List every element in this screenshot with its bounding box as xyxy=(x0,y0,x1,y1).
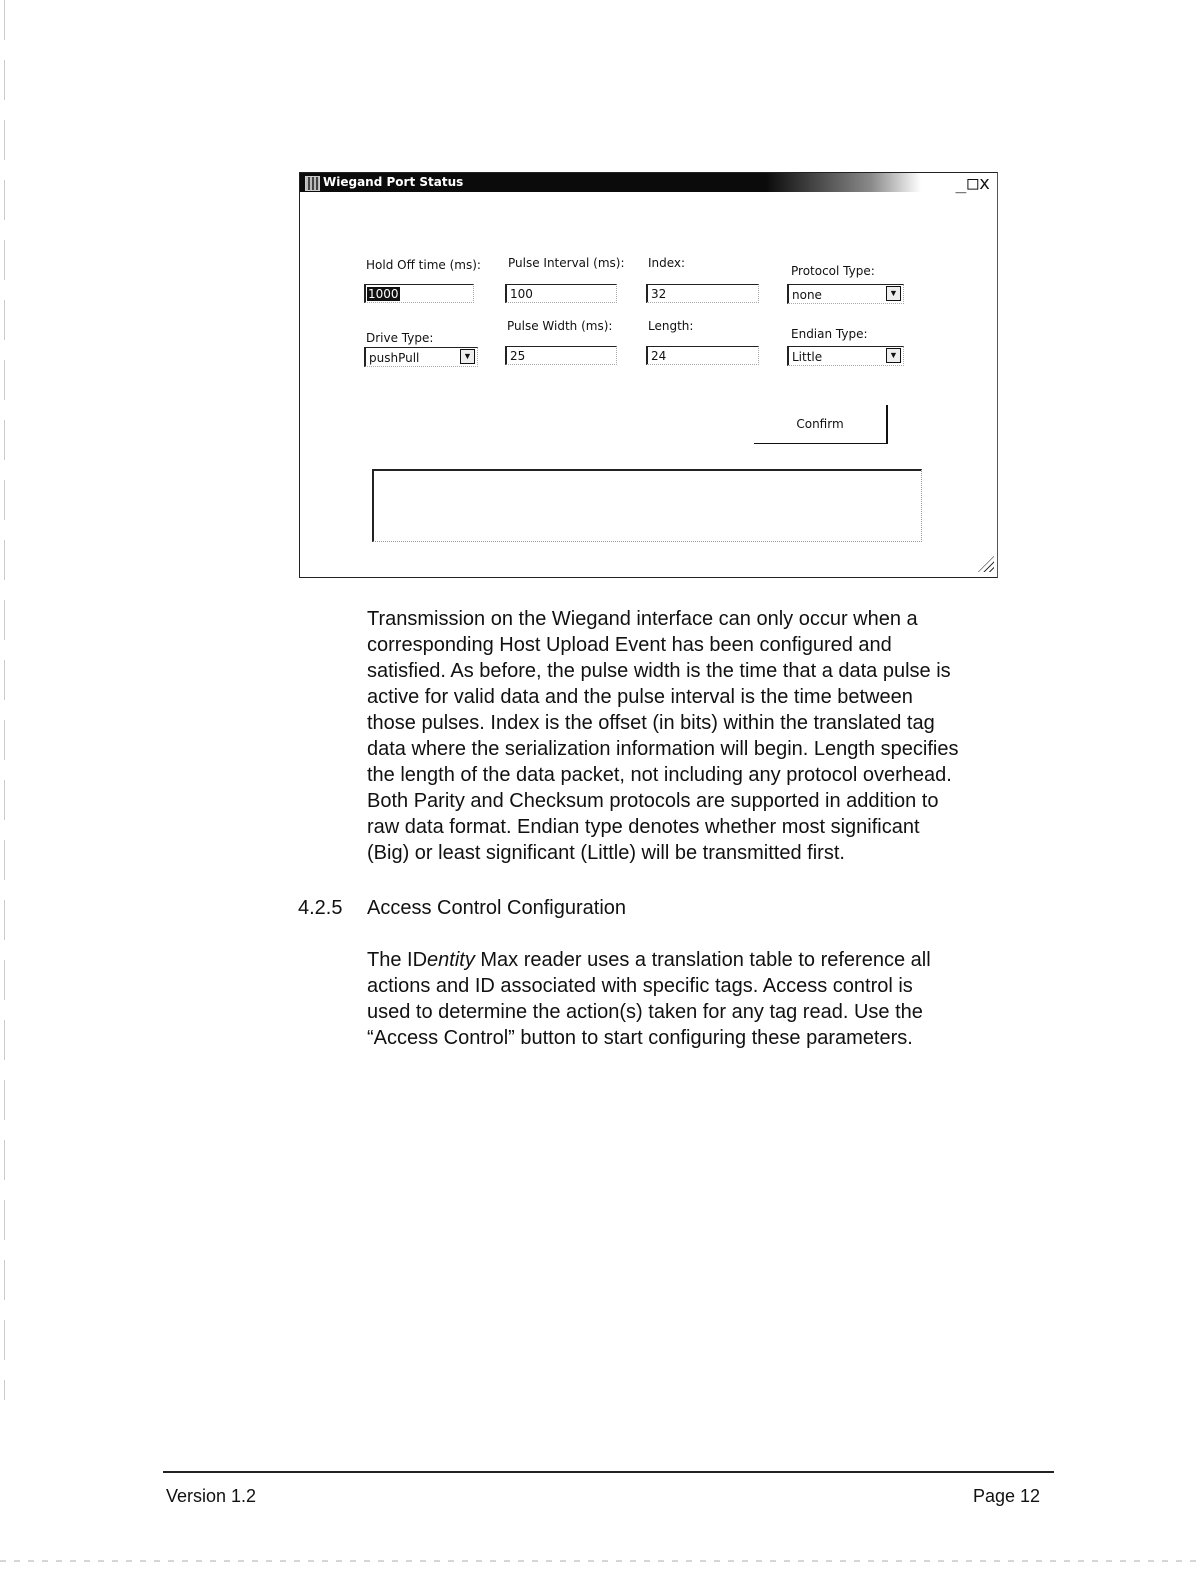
text-line: (Big) or least significant (Little) will be transmitted first. xyxy=(367,842,845,864)
section-number: 4.2.5 xyxy=(298,897,343,919)
text-line: used to determine the action(s) taken for any tag read. Use the xyxy=(367,1001,923,1023)
maximize-icon[interactable]: □ xyxy=(967,173,980,194)
drive-type-label: Drive Type: xyxy=(366,331,434,345)
protocol-type-select[interactable]: none ▼ xyxy=(787,284,904,304)
scan-edge-artifact xyxy=(4,0,5,1400)
pulse-width-label: Pulse Width (ms): xyxy=(507,319,613,333)
footer-version: Version 1.2 xyxy=(166,1486,257,1506)
endian-type-label: Endian Type: xyxy=(791,327,868,341)
text-line: Transmission on the Wiegand interface can only occur when a xyxy=(367,608,918,630)
wiegand-description-paragraph xyxy=(367,606,1057,866)
footer-divider xyxy=(163,1471,1054,1473)
footer-page-number: Page 12 xyxy=(973,1486,1041,1506)
index-input[interactable]: 32 xyxy=(646,284,759,303)
text-line: The IDentity Max reader uses a translation table to reference all xyxy=(367,949,931,971)
chevron-down-icon[interactable]: ▼ xyxy=(886,348,901,363)
app-icon xyxy=(305,176,320,191)
text-line: the length of the data packet, not including any protocol overhead. xyxy=(367,764,952,786)
section-heading xyxy=(298,895,626,921)
text-line: active for valid data and the pulse interval is the time between xyxy=(367,686,913,708)
chevron-down-icon[interactable]: ▼ xyxy=(886,286,901,301)
text-line: satisfied. As before, the pulse width is the time that a data pulse is xyxy=(367,660,951,682)
confirm-button[interactable]: Confirm xyxy=(754,405,888,444)
minimize-icon[interactable]: _ xyxy=(955,173,968,194)
title-bar[interactable] xyxy=(300,173,921,192)
access-control-paragraph xyxy=(367,947,1057,1051)
length-input[interactable]: 24 xyxy=(646,346,759,365)
text-line: Both Parity and Checksum protocols are supported in addition to xyxy=(367,790,939,812)
close-icon[interactable]: x xyxy=(979,173,991,194)
text-line: raw data format. Endian type denotes whether most significant xyxy=(367,816,920,838)
window-controls xyxy=(955,173,991,194)
text-line: actions and ID associated with specific tags. Access control is xyxy=(367,975,913,997)
drive-type-select[interactable]: pushPull ▼ xyxy=(364,347,478,367)
endian-type-select[interactable]: Little ▼ xyxy=(787,346,904,366)
status-output-area[interactable] xyxy=(372,469,922,542)
window-title: Wiegand Port Status xyxy=(323,175,464,189)
pulse-width-input[interactable]: 25 xyxy=(505,346,617,365)
hold-off-time-input[interactable]: 1000 xyxy=(364,284,474,303)
pulse-interval-label: Pulse Interval (ms): xyxy=(508,256,625,270)
section-title: Access Control Configuration xyxy=(367,897,627,919)
text-line: corresponding Host Upload Event has been configured and xyxy=(367,634,892,656)
text-line: data where the serialization information will begin. Length specifies xyxy=(367,738,959,760)
text-line: “Access Control” button to start configuring these parameters. xyxy=(367,1027,913,1049)
text-line: those pulses. Index is the offset (in bits) within the translated tag xyxy=(367,712,935,734)
hold-off-time-label: Hold Off time (ms): xyxy=(366,258,481,272)
scan-noise-artifact xyxy=(0,1560,1204,1562)
index-label: Index: xyxy=(648,256,686,270)
chevron-down-icon[interactable]: ▼ xyxy=(460,349,475,364)
length-label: Length: xyxy=(648,319,694,333)
pulse-interval-input[interactable]: 100 xyxy=(505,284,617,303)
protocol-type-label: Protocol Type: xyxy=(791,264,875,278)
